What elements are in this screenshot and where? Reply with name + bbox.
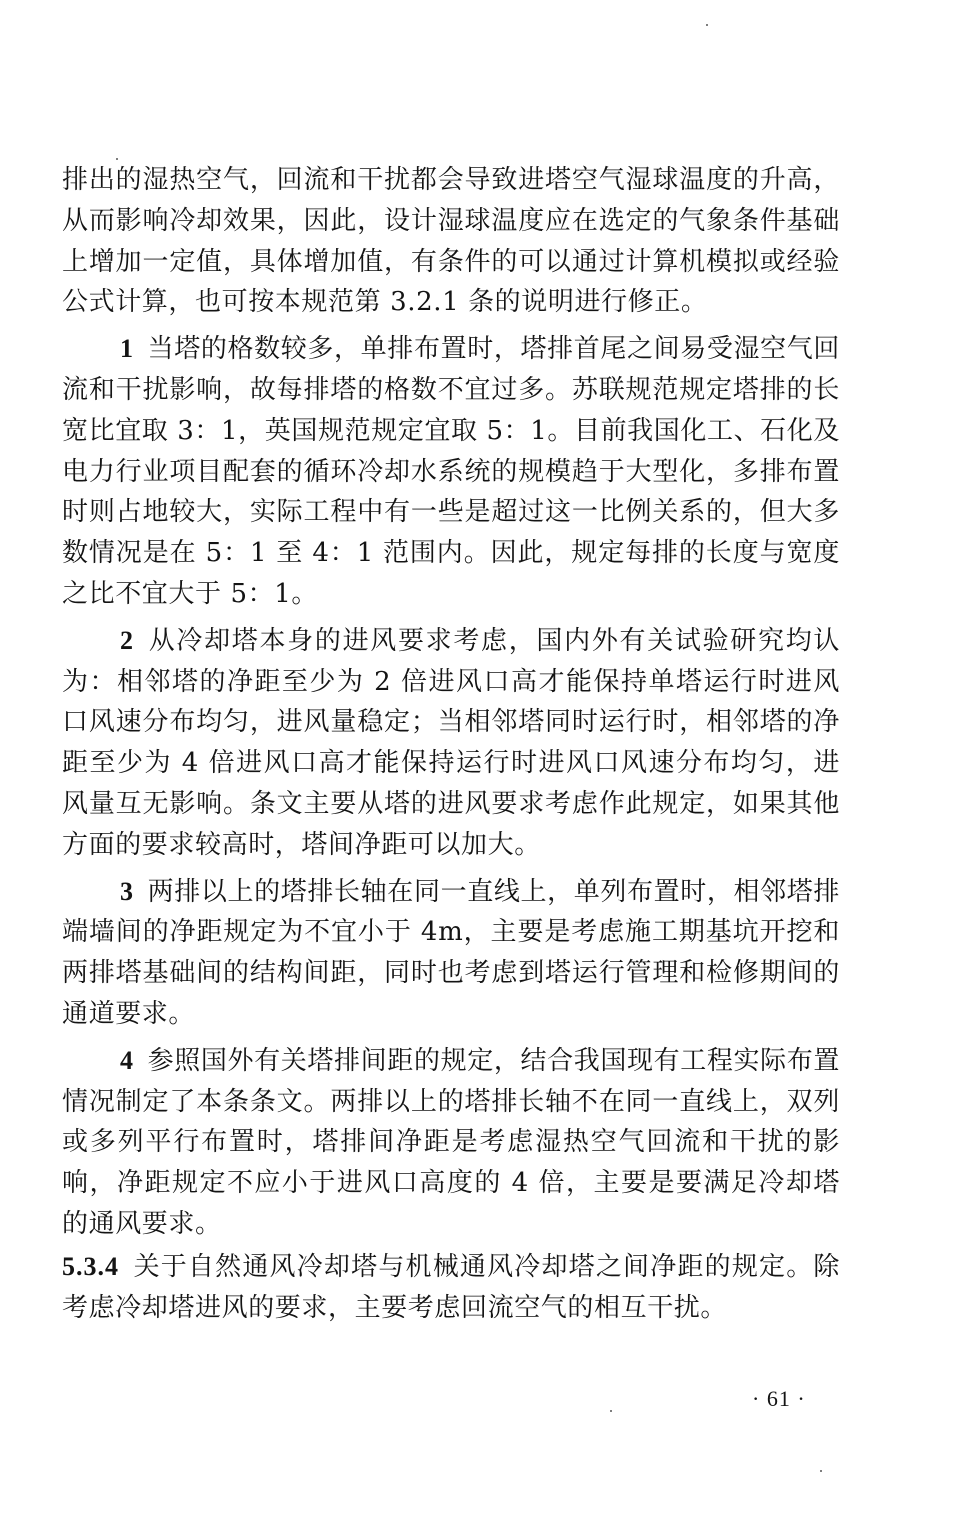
paragraph-text: 当塔的格数较多，单排布置时，塔排首尾之间易受湿空气回流和干扰影响，故每排塔的格数不宜过多。苏联规范规定塔排的长宽比宜取 3：1，英国规范规定宜取 5：1。目前我国化工、石化及电力行业项目配套的循环冷却水系统的规模趋于大型化，多排布置时则占地较大，实际工程中有一些是超过这一比例关系的，但大多数情况是在 5：1 至 4：1 范围内。因此，规定每排的长度与宽度之比不宜大于 5：1。 (62, 334, 840, 609)
paragraph-text: 参照国外有关塔排间距的规定，结合我国现有工程实际布置情况制定了本条条文。两排以上的塔排长轴不在同一直线上，双列或多列平行布置时，塔排间净距是考虑湿热空气回流和干扰的影响，净距规定不应小于进风口高度的 4 倍，主要是要满足冷却塔的通风要求。 (62, 1045, 840, 1239)
body-text (62, 160, 840, 1334)
paragraph-text: 排出的湿热空气，回流和干扰都会导致进塔空气湿球温度的升高，从而影响冷却效果，因此，设计湿球温度应在选定的气象条件基础上增加一定值，具体增加值，有条件的可以通过计算机模拟或经验公式计算，也可按本规范第 3.2.1 条的说明进行修正。 (62, 165, 840, 318)
paragraph-item-3 (62, 872, 840, 1035)
paragraph-item-4 (62, 1041, 840, 1245)
page-number: · 61 · (752, 1386, 806, 1411)
item-number: 2 (120, 625, 134, 655)
clause-text: 关于自然通风冷却塔与机械通风冷却塔之间净距的规定。除考虑冷却塔进风的要求，主要考虑回流空气的相互干扰。 (62, 1251, 840, 1323)
item-number: 4 (120, 1045, 134, 1075)
scan-speck (706, 24, 708, 26)
scan-speck (820, 1470, 822, 1472)
scan-speck (116, 158, 118, 160)
item-number: 3 (120, 876, 134, 906)
paragraph-text: 两排以上的塔排长轴在同一直线上，单列布置时，相邻塔排端墙间的净距规定为不宜小于 4m，主要是考虑施工期基坑开挖和两排塔基础间的结构间距，同时也考虑到塔运行管理和检修期间的通道要求。 (62, 876, 840, 1029)
clause-number: 5.3.4 (62, 1251, 119, 1281)
paragraph-text: 从冷却塔本身的进风要求考虑，国内外有关试验研究均认为：相邻塔的净距至少为 2 倍进风口高才能保持单塔运行时进风口风速分布均匀，进风量稳定；当相邻塔同时运行时，相邻塔的净距至少为 4 倍进风口高才能保持运行时进风口风速分布均匀，进风量互无影响。条文主要从塔的进风要求考虑作此规定，如果其他方面的要求较高时，塔间净距可以加大。 (62, 625, 840, 860)
paragraph-item-2 (62, 621, 840, 866)
paragraph-item-1 (62, 329, 840, 615)
scan-speck (610, 1410, 612, 1412)
clause-5-3-4 (62, 1247, 840, 1329)
paragraph-continuation (62, 160, 840, 323)
item-number: 1 (120, 334, 134, 364)
